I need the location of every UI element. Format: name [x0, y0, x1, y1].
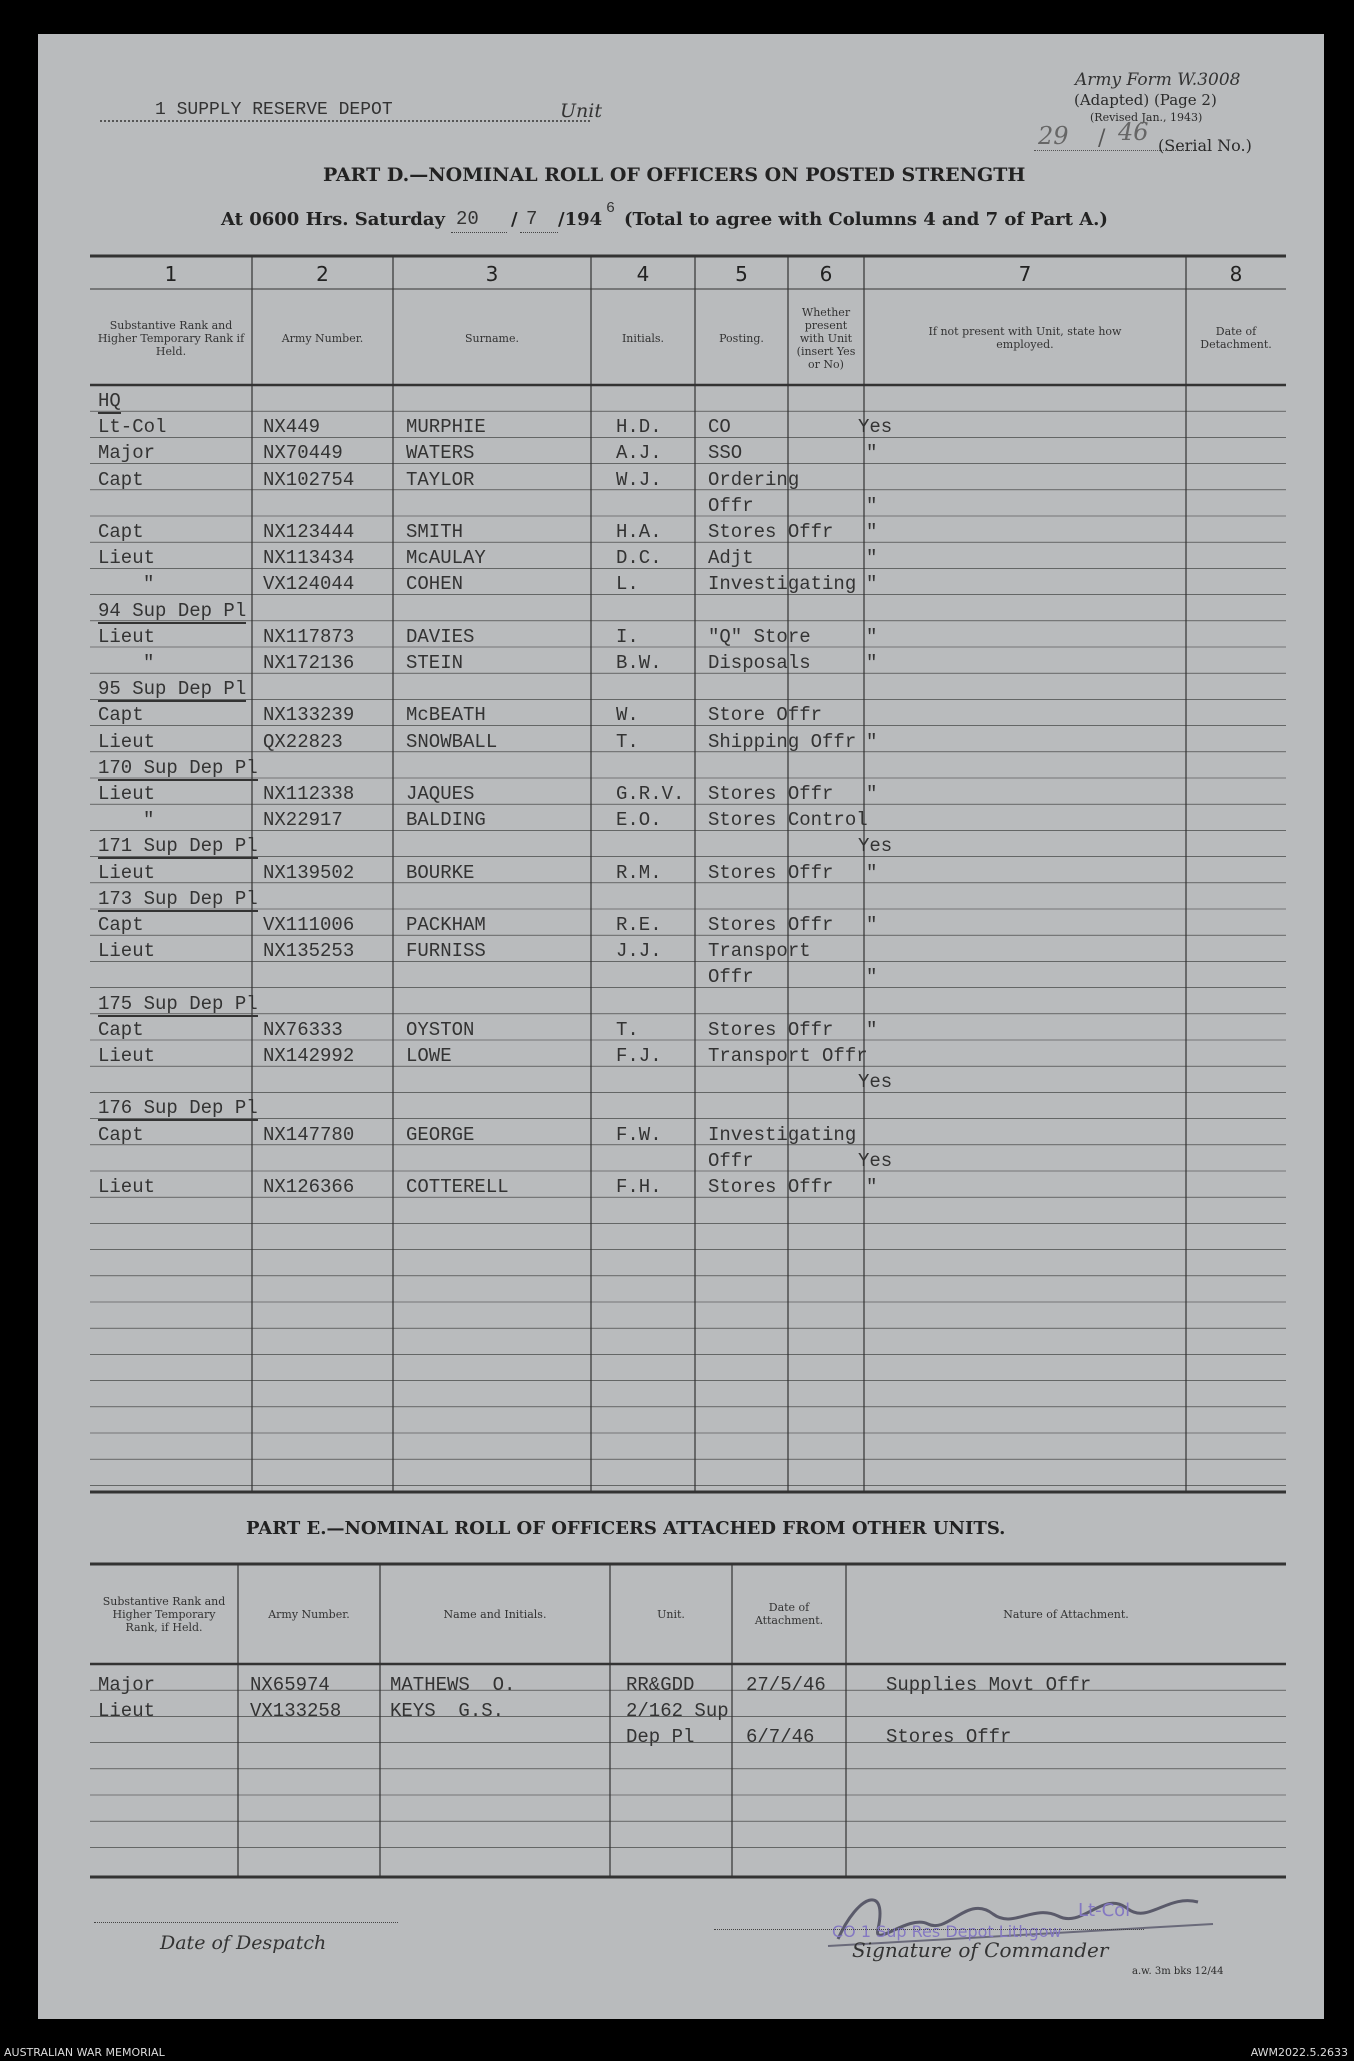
cell-rank: Capt [98, 521, 144, 543]
cell-present: " [866, 730, 878, 753]
cell-posting: Investigating [708, 1123, 857, 1146]
cell-init: A.J. [616, 442, 662, 465]
part-e-cell-name: KEYS G.S. [390, 1700, 505, 1723]
column-header-text: Whether present with Unit (insert Yes or No) [796, 305, 856, 371]
part-d-year-prefix: /194 [558, 209, 603, 230]
cell-num: NX102754 [263, 468, 355, 491]
column-number: 7 [1018, 262, 1032, 286]
cell-present: " [866, 783, 878, 805]
column-header [701, 296, 782, 380]
column-number: 6 [819, 262, 833, 286]
cell-posting: Investigating [708, 573, 857, 596]
cell-rank: Capt [98, 1018, 144, 1041]
cell-surname: BOURKE [406, 861, 475, 884]
cell-init: W.J. [616, 468, 662, 491]
column-header-text: Posting. [719, 331, 764, 345]
cell-present: " [866, 573, 878, 596]
cell-present: Yes [858, 416, 893, 439]
cell-init: F.W. [616, 1123, 662, 1146]
cell-rank: Lieut [98, 940, 156, 963]
cell-num: VX111006 [263, 914, 355, 936]
cell-num: NX135253 [263, 940, 355, 963]
cell-surname: COHEN [406, 573, 464, 596]
cell-posting: Stores Offr [708, 914, 834, 936]
cell-rank: 171 Sup Dep Pl [98, 835, 258, 858]
column-number: 1 [164, 262, 178, 286]
cell-init: L. [616, 573, 639, 596]
serial-year: 46 [1118, 118, 1149, 146]
column-number: 4 [636, 262, 650, 286]
column-header-text: Substantive Rank and Higher Temporary Rank if Held. [97, 318, 245, 358]
cell-init: F.J. [616, 1045, 662, 1067]
cell-num: VX124044 [263, 573, 355, 596]
cell-posting: Disposals [708, 652, 811, 674]
column-header-text: Army Number. [281, 331, 364, 345]
column-header [904, 296, 1146, 380]
column-header [794, 296, 858, 380]
cell-surname: WATERS [406, 442, 475, 465]
serial-number: 29 [1038, 122, 1069, 150]
cell-surname: COTTERELL [406, 1176, 509, 1198]
cell-init: J.J. [616, 940, 662, 963]
column-number: 8 [1229, 262, 1243, 286]
cell-num: NX147780 [263, 1123, 355, 1146]
part-d-month: 7 [526, 208, 538, 230]
cell-surname: McBEATH [406, 704, 486, 727]
cell-posting: Adjt [708, 547, 754, 570]
cell-rank: 95 Sup Dep Pl [98, 678, 247, 701]
cell-init: B.W. [616, 652, 662, 674]
column-header-text: Initials. [621, 331, 665, 345]
cell-rank: Capt [98, 468, 144, 491]
cell-present: " [866, 1018, 878, 1041]
date-despatch-label: Date of Despatch [160, 1932, 327, 1954]
signature-line [714, 1929, 1144, 1930]
cell-posting: Stores Offr [708, 783, 834, 805]
cell-num: NX133239 [263, 704, 355, 727]
part-e-cell-unit: 2/162 Sup [626, 1700, 729, 1723]
cell-present: " [866, 1176, 878, 1198]
cell-num: NX112338 [263, 783, 355, 805]
part-e-cell-num: VX133258 [250, 1700, 342, 1723]
cell-posting: Transport Offr [708, 1045, 868, 1067]
part-e-cell-rank: Lieut [98, 1700, 156, 1723]
cell-posting: Store Offr [708, 704, 823, 727]
cell-surname: JAQUES [406, 783, 475, 805]
cell-present: " [866, 442, 878, 465]
cell-num: NX22917 [263, 809, 343, 832]
cell-num: NX70449 [263, 442, 343, 465]
part-e-column-header [386, 1568, 604, 1660]
unit-label: Unit [560, 100, 602, 122]
cell-rank: Lieut [98, 730, 156, 753]
stamp-unit: CO 1 Sup Res Depot Lithgow [832, 1922, 1062, 1941]
cell-surname: FURNISS [406, 940, 486, 963]
cell-present: " [866, 652, 878, 674]
cell-num: NX449 [263, 416, 321, 439]
footer-left: AUSTRALIAN WAR MEMORIAL [4, 2046, 165, 2059]
cell-num: NX117873 [263, 625, 355, 648]
part-d-day: 20 [456, 208, 479, 230]
cell-init: I. [616, 625, 639, 648]
cell-posting: Offr [708, 494, 754, 517]
cell-present: " [866, 494, 878, 517]
form-revised: (Revised Jan., 1943) [1090, 111, 1203, 124]
cell-init: G.R.V. [616, 783, 685, 805]
part-e-column-header [852, 1568, 1280, 1660]
cell-init: F.H. [616, 1176, 662, 1198]
part-e-cell-nature: Stores Offr [886, 1726, 1012, 1749]
cell-init: T. [616, 730, 639, 753]
cell-init: H.D. [616, 416, 662, 439]
part-e-title: PART E.—NOMINAL ROLL OF OFFICERS ATTACHED FROM OTHER UNITS. [246, 1518, 1006, 1539]
serial-label: (Serial No.) [1158, 136, 1252, 155]
cell-posting: Shipping Offr [708, 730, 857, 753]
cell-surname: OYSTON [406, 1018, 475, 1041]
cell-posting: CO [708, 416, 731, 439]
part-e-column-header-text: Substantive Rank and Higher Temporary Rank, if Held. [102, 1594, 226, 1634]
column-header [399, 296, 585, 380]
cell-rank: Lieut [98, 1045, 156, 1067]
cell-rank: 170 Sup Dep Pl [98, 756, 258, 779]
cell-rank: Capt [98, 704, 144, 727]
cell-rank: Capt [98, 914, 144, 936]
part-e-column-header [96, 1568, 232, 1660]
form-adapted: (Adapted) (Page 2) [1074, 91, 1217, 109]
unit-value: 1 SUPPLY RESERVE DEPOT [155, 100, 393, 120]
column-header [258, 296, 387, 380]
cell-rank: Lieut [98, 861, 156, 884]
cell-rank: 173 Sup Dep Pl [98, 887, 258, 910]
cell-present: " [866, 966, 878, 989]
cell-posting: Stores Offr [708, 1176, 834, 1198]
cell-num: NX126366 [263, 1176, 355, 1198]
cell-posting: Offr [708, 966, 754, 989]
cell-surname: PACKHAM [406, 914, 486, 936]
cell-init: E.O. [616, 809, 662, 832]
cell-rank: Lieut [98, 547, 156, 570]
cell-present: " [866, 521, 878, 543]
part-d-year-digit: 6 [606, 200, 616, 217]
cell-surname: SNOWBALL [406, 730, 498, 753]
cell-posting: "Q" Store [708, 625, 811, 648]
part-e-cell-rank: Major [98, 1674, 156, 1696]
cell-rank: Lieut [98, 783, 156, 805]
cell-surname: STEIN [406, 652, 464, 674]
cell-num: NX123444 [263, 521, 355, 543]
cell-surname: DAVIES [406, 625, 475, 648]
part-e-cell-unit: RR&GDD [626, 1674, 695, 1696]
part-e-cell-num: NX65974 [250, 1674, 330, 1696]
cell-surname: SMITH [406, 521, 464, 543]
part-d-date-prefix: At 0600 Hrs. Saturday [221, 209, 446, 230]
cell-posting: Ordering [708, 468, 800, 491]
cell-present: " [866, 625, 878, 648]
cell-posting: Stores Control [708, 809, 868, 832]
cell-surname: LOWE [406, 1045, 452, 1067]
cell-surname: GEORGE [406, 1123, 475, 1146]
cell-num: QX22823 [263, 730, 343, 753]
cell-present: " [866, 861, 878, 884]
cell-posting: SSO [708, 442, 743, 465]
cell-posting: Stores Offr [708, 861, 834, 884]
cell-init: R.E. [616, 914, 662, 936]
column-header-text: Date of Detachment. [1200, 325, 1272, 351]
cell-posting: Offr [708, 1149, 754, 1172]
cell-surname: McAULAY [406, 547, 486, 570]
column-header [597, 296, 689, 380]
part-e-column-header [616, 1568, 726, 1660]
cell-rank: " [143, 573, 155, 596]
cell-posting: Stores Offr [708, 1018, 834, 1041]
cell-rank: Lieut [98, 625, 156, 648]
cell-num: NX142992 [263, 1045, 355, 1067]
footer-right: AWM2022.5.2633 [1250, 2046, 1348, 2059]
cell-init: H.A. [616, 521, 662, 543]
column-header-text: If not present with Unit, state how employed. [928, 325, 1122, 351]
cell-rank: 176 Sup Dep Pl [98, 1097, 258, 1120]
cell-present: Yes [858, 1149, 893, 1172]
cell-present: Yes [858, 1071, 893, 1094]
part-d-title: PART D.—NOMINAL ROLL OF OFFICERS ON POSTED STRENGTH [323, 164, 1026, 186]
date-slash-1: / [511, 209, 518, 230]
cell-rank: 175 Sup Dep Pl [98, 992, 258, 1015]
cell-surname: TAYLOR [406, 468, 475, 491]
stamp-rank: Lt-Col [1078, 1900, 1131, 1921]
part-e-cell-unit: Dep Pl [626, 1726, 695, 1749]
cell-init: R.M. [616, 861, 662, 884]
part-e-cell-nature: Supplies Movt Offr [886, 1674, 1092, 1696]
column-header [1192, 296, 1280, 380]
part-e-cell-name: MATHEWS O. [390, 1674, 516, 1696]
part-e-column-header-text: Army Number. [268, 1607, 350, 1621]
cell-present: " [866, 547, 878, 570]
cell-num: NX139502 [263, 861, 355, 884]
print-note: a.w. 3m bks 12/44 [1132, 1966, 1224, 1977]
date-despatch-line [94, 1922, 398, 1923]
cell-rank: Lieut [98, 1176, 156, 1198]
part-e-column-header-text: Nature of Attachment. [1003, 1607, 1129, 1621]
part-e-column-header [738, 1568, 840, 1660]
cell-surname: BALDING [406, 809, 486, 832]
cell-rank: Capt [98, 1123, 144, 1146]
column-number: 2 [316, 262, 329, 286]
cell-posting: Stores Offr [708, 521, 834, 543]
column-header [96, 296, 246, 380]
cell-surname: MURPHIE [406, 416, 486, 439]
cell-rank: " [143, 652, 155, 674]
part-e-column-header [244, 1568, 374, 1660]
cell-present: Yes [858, 835, 893, 858]
column-number: 5 [735, 262, 748, 286]
part-e-column-header-text: Name and Initials. [443, 1607, 547, 1621]
cell-rank: Lt-Col [98, 416, 167, 439]
cell-init: W. [616, 704, 639, 727]
cell-init: T. [616, 1018, 639, 1041]
cell-rank: Major [98, 442, 156, 465]
cell-num: NX76333 [263, 1018, 343, 1041]
part-e-cell-date: 6/7/46 [746, 1726, 815, 1749]
cell-present: " [866, 914, 878, 936]
form-page [38, 34, 1324, 2019]
signature-label: Signature of Commander [852, 1938, 1109, 1962]
part-e-column-header-text: Date of Attachment. [754, 1601, 824, 1627]
cell-rank: HQ [98, 390, 121, 412]
cell-num: NX172136 [263, 652, 355, 674]
form-name: Army Form W.3008 [1075, 70, 1241, 90]
cell-rank: 94 Sup Dep Pl [98, 599, 247, 622]
part-e-column-header-text: Unit. [657, 1607, 685, 1621]
column-header-text: Surname. [465, 331, 519, 345]
cell-rank: " [143, 809, 155, 832]
part-d-date-suffix: (Total to agree with Columns 4 and 7 of Part A.) [624, 209, 1108, 230]
part-e-cell-date: 27/5/46 [746, 1674, 826, 1696]
cell-posting: Transport [708, 940, 811, 963]
column-number: 3 [485, 262, 499, 286]
serial-slash: / [1098, 126, 1106, 151]
cell-init: D.C. [616, 547, 662, 570]
cell-num: NX113434 [263, 547, 355, 570]
